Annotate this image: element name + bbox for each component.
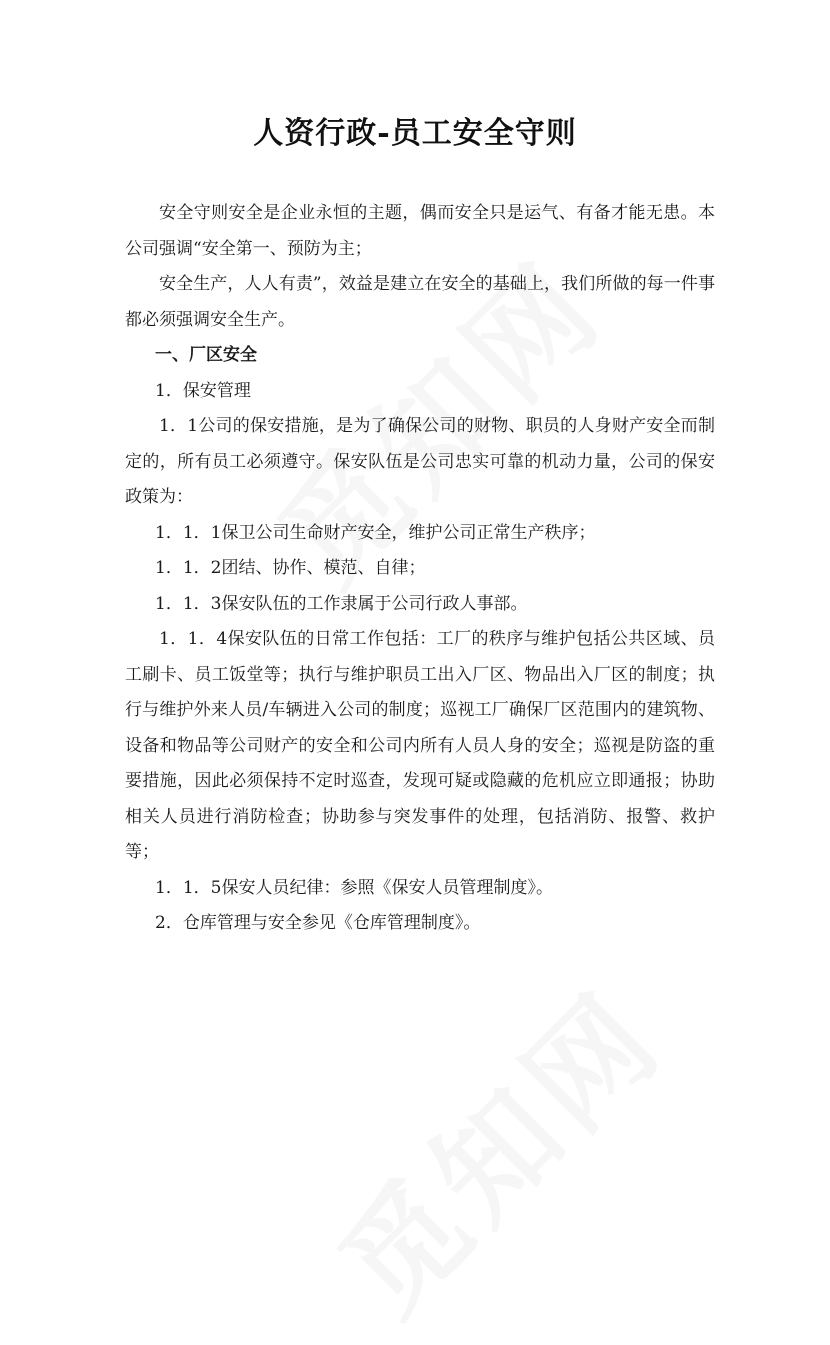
paragraph-intro: 安全守则安全是企业永恒的主题，偶而安全只是运气、有备才能无患。本公司强调“安全第一、预防为主；	[125, 203, 715, 259]
clause-1-1-4: 1．1．4保安队伍的日常工作包括：工厂的秩序与维护包括公共区域、员工刷卡、员工饭堂等；执行与维护职员工出入厂区、物品出入厂区的制度；执行与维护外来人员/车辆进入公司的制度；巡视工厂确保厂区范围内的建筑物、设备和物品等公司财产的安全和公司内所有人员人身的安全；巡视是防盗的重要措施，因此必须保持不定时巡查，发现可疑或隐藏的危机应立即通报；协助相关人员进行消防检查；协助参与突发事件的处理，包括消防、报警、救护等；	[125, 629, 715, 862]
clause-1-1-3: 1．1．3保安队伍的工作隶属于公司行政人事部。	[155, 593, 528, 614]
paragraph-intro-continued: 安全生产，人人有责”，效益是建立在安全的基础上，我们所做的每一件事都必须强调安全生产。	[125, 274, 715, 330]
clause-1-1: 1．1公司的保安措施，是为了确保公司的财物、职员的人身财产安全而制定的，所有员工必须遵守。保安队伍是公司忠实可靠的机动力量，公司的保安政策为：	[125, 416, 715, 507]
subsection-heading: 1．保安管理	[155, 380, 251, 401]
clause-1-1-1: 1．1．1保卫公司生命财产安全，维护公司正常生产秩序；	[155, 522, 596, 543]
section-heading: 一、厂区安全	[155, 345, 257, 365]
document-body	[125, 196, 715, 942]
page-title: 人资行政-员工安全守则	[253, 116, 577, 151]
watermark	[296, 947, 693, 1344]
clause-1-1-2: 1．1．2团结、协作、模范、自律；	[155, 558, 426, 578]
subsection-heading-2: 2．仓库管理与安全参见《仓库管理制度》。	[155, 913, 481, 933]
clause-1-1-5: 1．1．5保安人员纪律：参照《保安人员管理制度》。	[155, 877, 553, 898]
